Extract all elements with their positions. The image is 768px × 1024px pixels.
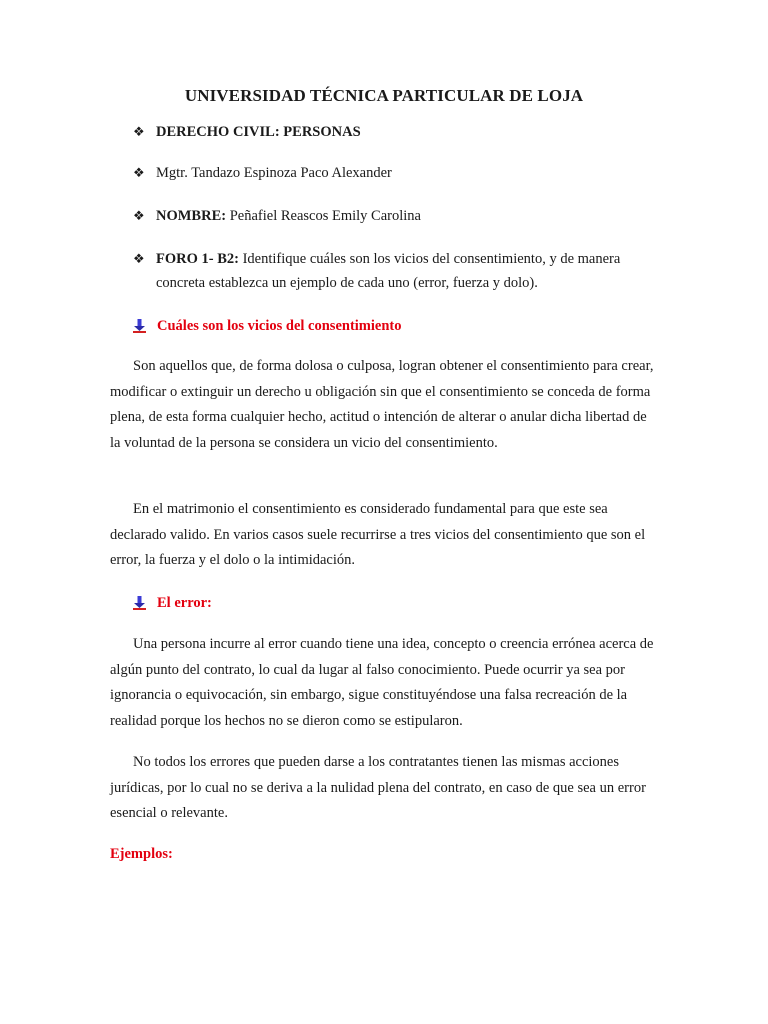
bullet-text: [156, 247, 666, 295]
diamond-cluster-icon: ❖: [133, 124, 145, 139]
bullet-bold: NOMBRE:: [156, 208, 227, 224]
bullet-text: [156, 161, 666, 185]
paragraph-matrimonio: En el matrimonio el consentimiento es considerado fundamental para que este sea declarado valido. En varios casos suele recurrirse a tres vicios del consentimiento que son el error, la fuerza y el dolo o la intimidación.: [110, 501, 646, 568]
section-heading-text: El error:: [157, 595, 212, 611]
paragraph-definition: Son aquellos que, de forma dolosa o culposa, logran obtener el consentimiento para crear, modificar o extinguir un derecho u obligación sin que el consentimiento se conceda de forma plena, de esta forma cualquier hecho, actitud o intención de alterar o anular dicha libertad de la voluntad de la persona se considera un vicio del consentimiento.: [110, 358, 654, 451]
diamond-cluster-icon: ❖: [133, 165, 145, 180]
paragraph-error-types: No todos los errores que pueden darse a los contratantes tienen las mismas acciones jurídicas, por lo cual no se deriva a la nulidad plena del contrato, en caso de que sea un error esencial o relevante.: [110, 754, 646, 821]
paragraph-error-definition: Una persona incurre al error cuando tiene una idea, concepto o creencia errónea acerca de algún punto del contrato, lo cual da lugar al falso conocimiento. Puede ocurrir ya sea por ignorancia o equivocación, sin embargo, sigue constituyéndose una falsa recreación de la realidad porque los hechos no se dieron como se estipularon.: [110, 636, 654, 729]
diamond-cluster-icon: ❖: [133, 251, 145, 266]
bullet-text: [156, 204, 666, 228]
bullet-plain: Mgtr. Tandazo Espinoza Paco Alexander: [156, 165, 392, 181]
page-title: UNIVERSIDAD TÉCNICA PARTICULAR DE LOJA: [184, 86, 584, 105]
bullet-bold: DERECHO CIVIL: PERSONAS: [156, 124, 361, 140]
diamond-cluster-icon: ❖: [133, 208, 145, 223]
section-heading-text: Cuáles son los vicios del consentimiento: [157, 318, 402, 334]
bullet-plain: Peñafiel Reascos Emily Carolina: [226, 208, 421, 224]
down-arrow-bullet-icon: [133, 596, 146, 610]
bullet-bold: FORO 1- B2:: [156, 251, 239, 267]
bullet-plain: Identifique cuáles son los vicios del consentimiento, y de manera concreta establezca un ejemplo de cada uno (error, fuerza y dolo).: [156, 251, 621, 291]
down-arrow-bullet-icon: [133, 319, 146, 333]
examples-label: Ejemplos:: [110, 846, 173, 862]
bullet-text: [156, 120, 666, 144]
